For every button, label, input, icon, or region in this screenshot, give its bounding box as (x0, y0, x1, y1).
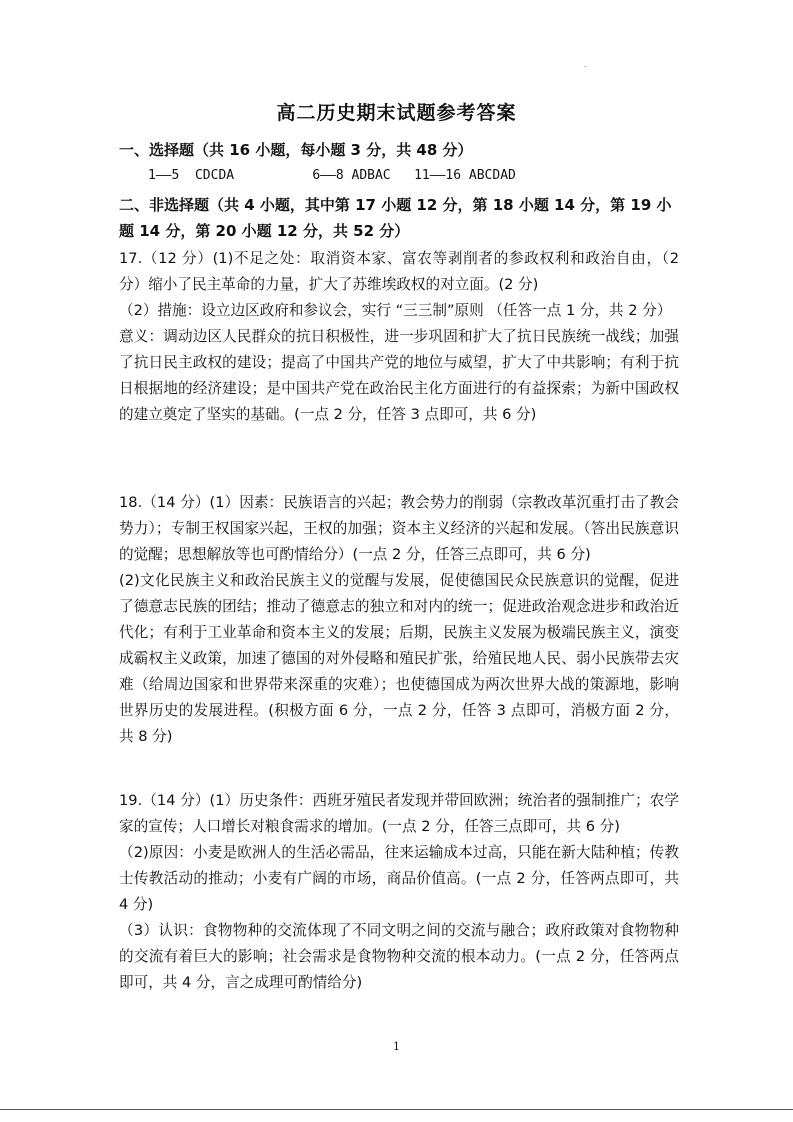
page-number: 1 (393, 1040, 400, 1053)
header-mark: . (584, 60, 587, 69)
q18-part2: (2)文化民族主义和政治民族主义的觉醒与发展，促使德国民众民族意识的觉醒，促进了德意志民族的团结；推动了德意志的独立和对内的统一；促进政治观念进步和政治近代化；有利于工业革命和资本主义的发展；后期，民族主义发展为极端民族主义，演变成霸权主义政策，加速了德国的对外侵略和殖民扩张，给殖民地人民、弱小民族带去灾难（给周边国家和世界带来深重的灾难）；也使德国成为两次世界大战的策源地，影响世界历史的发展进程。(积极方面 6 分，一点 2 分，任答 3 点即可，消极方面 2 分，共 8 分) (119, 572, 679, 745)
q18-part1: 18.（14 分）(1）因素：民族语言的兴起；教会势力的削弱（宗教改革沉重打击了教会势力）；专制王权国家兴起，王权的加强；资本主义经济的兴起和发展。（答出民族意识的觉醒；思想解放等也可酌情给分）(一点 2 分，任答三点即可，共 6 分) (119, 494, 679, 563)
q19-part3: （3）认识：食物物种的交流体现了不同文明之间的交流与融合；政府政策对食物物种的交流有着巨大的影响；社会需求是食物物种交流的根本动力。(一点 2 分，任答两点即可，共 4 分，言之成理可酌情给分) (119, 922, 679, 991)
bottom-divider (0, 1109, 793, 1110)
question-19 (119, 788, 679, 996)
q17-part1: 17.（12 分）(1)不足之处：取消资本家、富农等剥削者的参政权利和政治自由，（2 分）缩小了民主革命的力量，扩大了苏维埃政权的对立面。(2 分) (119, 250, 679, 293)
question-18 (119, 490, 679, 750)
q17-part2: （2）措施：设立边区政府和参议会，实行 “三三制”原则 （任答一点 1 分，共 2 分） (119, 302, 672, 319)
page-title: 高二历史期末试题参考答案 (276, 102, 517, 124)
q19-part2: （2)原因：小麦是欧洲人的生活必需品，往来运输成本过高，只能在新大陆种植；传教士传教活动的推动；小麦有广阔的市场，商品价值高。(一点 2 分，任答两点即可，共 4 分) (119, 844, 679, 913)
q17-meaning: 意义：调动边区人民群众的抗日积极性，进一步巩固和扩大了抗日民族统一战线；加强了抗日民主政权的建设；提高了中国共产党的地位与威望，扩大了中共影响；有利于抗日根据地的经济建设；是中国共产党在政治民主化方面进行的有益探索；为新中国政权的建立奠定了坚实的基础。(一点 2 分，任答 3 点即可，共 6 分) (119, 328, 679, 423)
question-17 (119, 246, 679, 428)
section1-heading: 一、选择题（共 16 小题，每小题 3 分，共 48 分） (119, 141, 473, 159)
section2-heading: 二、非选择题（共 4 小题，其中第 17 小题 12 分，第 18 小题 14 分，第 19 小题 14 分，第 20 小题 12 分，共 52 分） (119, 196, 672, 240)
q19-part1: 19.（14 分）(1）历史条件：西班牙殖民者发现并带回欧洲；统治者的强制推广；农学家的宣传；人口增长对粮食需求的增加。(一点 2 分，任答三点即可，共 6 分) (119, 792, 679, 835)
choice-answers: 1——5 CDCDA 6——8 ADBAC 11——16 ABCDAD (148, 168, 516, 183)
